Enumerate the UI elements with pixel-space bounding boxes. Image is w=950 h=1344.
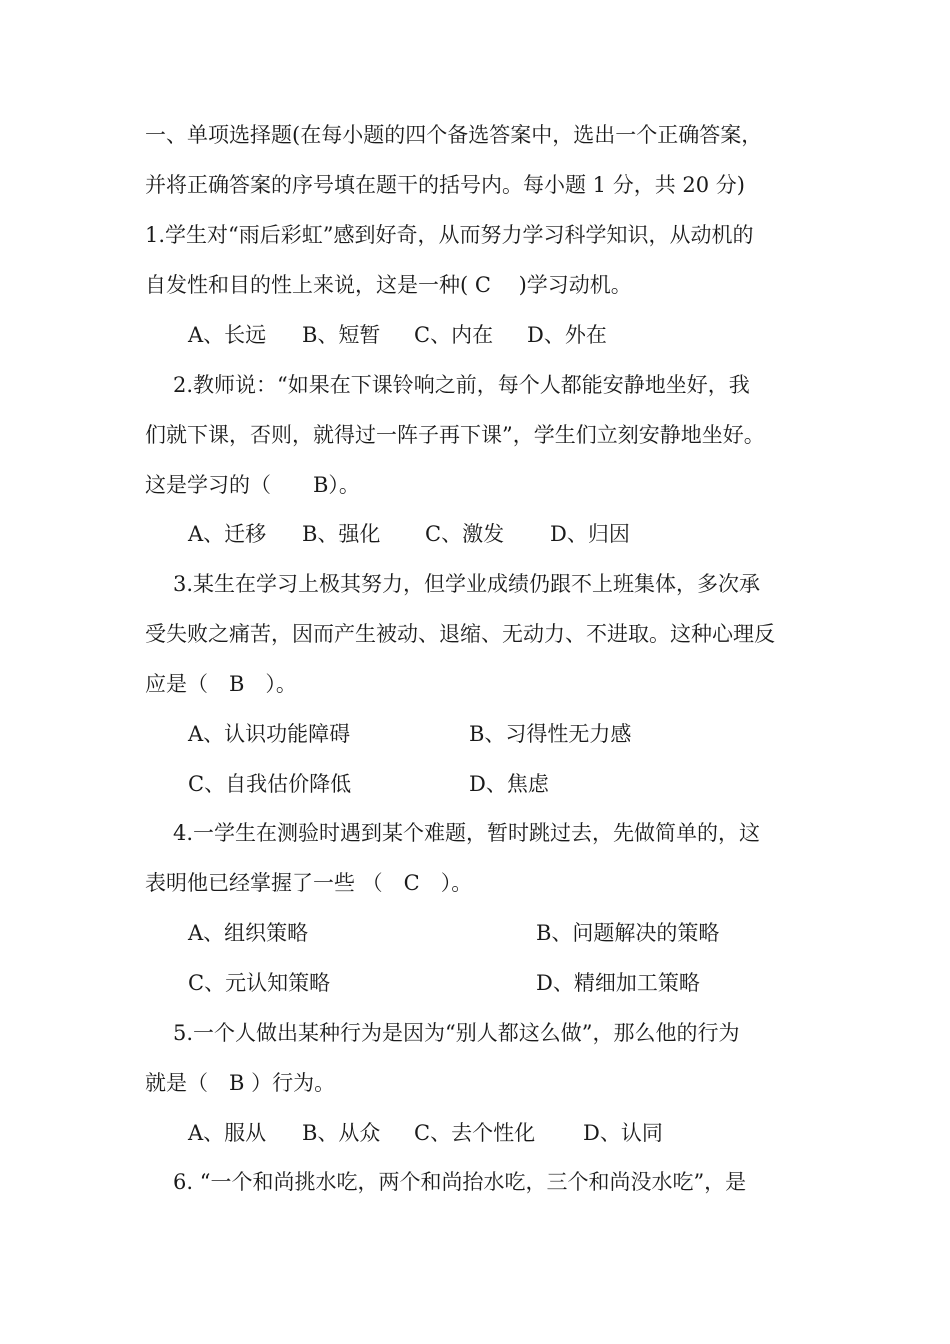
question-2-option-c: C、激发 — [425, 522, 505, 546]
question-2-option-a: A、迁移 — [188, 522, 267, 546]
question-5-line-2: 就是（ B ）行为。 — [145, 1071, 336, 1095]
question-4-option-c: C、元认知策略 — [188, 971, 331, 995]
question-3-option-d: D、焦虑 — [469, 772, 549, 796]
question-5-option-d: D、认同 — [583, 1121, 663, 1145]
question-2-option-d: D、归因 — [550, 522, 630, 546]
question-4-line-1: 4.一学生在测验时遇到某个难题，暂时跳过去，先做简单的，这 — [173, 821, 761, 845]
question-2-line-2: 们就下课，否则，就得过一阵子再下课”，学生们立刻安静地坐好。 — [145, 423, 765, 447]
question-5-option-b: B、从众 — [302, 1121, 381, 1145]
question-3-option-a: A、认识功能障碍 — [188, 722, 351, 746]
question-1-line-1: 1.学生对“雨后彩虹”感到好奇，从而努力学习科学知识，从动机的 — [145, 223, 754, 247]
question-1-option-d: D、外在 — [527, 323, 607, 347]
question-5-option-a: A、服从 — [188, 1121, 267, 1145]
question-4-option-a: A、组织策略 — [188, 921, 309, 945]
question-3-line-1: 3.某生在学习上极其努力，但学业成绩仍跟不上班集体，多次承 — [173, 572, 761, 596]
question-1-line-2: 自发性和目的性上来说，这是一种( C )学习动机。 — [145, 273, 632, 297]
question-3-option-b: B、习得性无力感 — [469, 722, 632, 746]
question-4-option-b: B、问题解决的策略 — [536, 921, 720, 945]
question-1-option-a: A、长远 — [188, 323, 267, 347]
question-1-option-c: C、内在 — [414, 323, 494, 347]
question-2-line-3: 这是学习的（ B）。 — [145, 473, 360, 497]
question-5-option-c: C、去个性化 — [414, 1121, 536, 1145]
question-5-line-1: 5.一个人做出某种行为是因为“别人都这么做”，那么他的行为 — [173, 1021, 740, 1045]
question-3-line-3: 应是（ B ）。 — [145, 672, 297, 696]
section-heading-line-2: 并将正确答案的序号填在题干的括号内。每小题 1 分，共 20 分) — [145, 173, 745, 197]
question-6-line-1: 6. “一个和尚挑水吃，两个和尚抬水吃，三个和尚没水吃”，是 — [173, 1170, 747, 1194]
question-3-option-c: C、自我估价降低 — [188, 772, 352, 796]
section-heading-line-1: 一、单项选择题(在每小题的四个备选答案中，选出一个正确答案， — [145, 123, 763, 147]
question-2-option-b: B、强化 — [302, 522, 381, 546]
question-2-line-1: 2.教师说：“如果在下课铃响之前，每个人都能安静地坐好，我 — [173, 373, 750, 397]
question-4-line-2: 表明他已经掌握了一些 （ C ）。 — [145, 871, 473, 895]
question-1-option-b: B、短暂 — [302, 323, 381, 347]
question-3-line-2: 受失败之痛苦，因而产生被动、退缩、无动力、不进取。这种心理反 — [145, 622, 775, 646]
question-4-option-d: D、精细加工策略 — [536, 971, 700, 995]
